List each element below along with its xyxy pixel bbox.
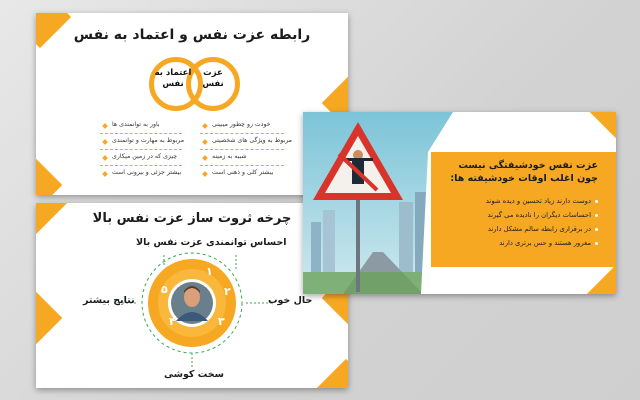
bullet-marker bbox=[102, 155, 108, 161]
wheel-number: ۲ bbox=[224, 285, 231, 298]
venn-label-right: عزت نفس bbox=[202, 68, 224, 89]
venn-label-left: اعتماد به نفس bbox=[154, 68, 192, 89]
cycle-label-bottom: سخت کوشی bbox=[164, 369, 224, 380]
cycle-label-right: حال خوب bbox=[268, 295, 313, 306]
bullet-marker bbox=[202, 139, 208, 145]
narcissist-trait: مغرور هستند و حس برتری دارند bbox=[499, 239, 591, 247]
divider bbox=[200, 133, 284, 134]
narcissist-trait: دوست دارند زیاد تحسین و دیده شوند bbox=[485, 197, 591, 205]
right-item: شبیه به زمینه bbox=[212, 153, 247, 160]
bullet-marker bbox=[102, 123, 108, 129]
divider bbox=[200, 165, 284, 166]
narcissist-trait: در برقراری رابطه سالم مشکل دارند bbox=[487, 225, 591, 233]
left-item: باور به توانمندی ها bbox=[112, 121, 160, 128]
divider bbox=[100, 149, 182, 150]
cycle-label-top-right: احساس توانمندی bbox=[206, 237, 287, 248]
divider bbox=[100, 133, 182, 134]
wheel-number: ۵ bbox=[161, 283, 168, 296]
banner-title-line2: چون اغلب اوقات خودشیفته ها: bbox=[450, 173, 598, 184]
slide-narcissism[interactable] bbox=[303, 112, 616, 294]
right-item: مربوط به ویژگی های شخصیتی bbox=[212, 137, 292, 144]
slide-title: چرخه ثروت ساز عزت نفس بالا bbox=[92, 211, 292, 226]
building bbox=[399, 202, 413, 272]
cycle-label-top-left: عزت نفس بالا bbox=[136, 237, 203, 248]
bullet-marker bbox=[595, 242, 598, 245]
building bbox=[323, 210, 335, 272]
wheel-number: ۴ bbox=[169, 315, 176, 328]
bullet-marker bbox=[102, 171, 108, 177]
bullet-marker bbox=[202, 155, 208, 161]
banner-title-line1: عزت نفس خودشیفتگی نیست bbox=[458, 160, 598, 171]
left-item: چیزی که در زمین میکاری bbox=[112, 153, 178, 160]
wheel-number: ۱ bbox=[206, 265, 213, 278]
right-item: بیشتر کلی و ذهنی است bbox=[212, 169, 274, 176]
sign-pole bbox=[356, 192, 360, 292]
narcissist-trait: احساسات دیگران را نادیده می گیرند bbox=[487, 211, 591, 219]
bullet-marker bbox=[595, 214, 598, 217]
bullet-marker bbox=[102, 139, 108, 145]
cycle-label-left: نتایج بیشتر bbox=[83, 295, 135, 306]
slide-esteem-confidence[interactable] bbox=[36, 13, 348, 195]
right-item: خودت رو چطور میبینی bbox=[212, 121, 271, 128]
building bbox=[311, 222, 321, 272]
bullet-marker bbox=[202, 171, 208, 177]
corner-decoration bbox=[36, 157, 62, 195]
wheel-number: ۳ bbox=[218, 315, 225, 328]
divider bbox=[100, 165, 182, 166]
slide-wealth-cycle[interactable] bbox=[36, 203, 348, 388]
bullet-marker bbox=[595, 228, 598, 231]
left-item: بیشتر جزئی و بیرونی است bbox=[112, 169, 182, 176]
slide-title: رابطه عزت نفس و اعتماد به نفس bbox=[73, 27, 311, 43]
bullet-marker bbox=[202, 123, 208, 129]
bullet-marker bbox=[595, 200, 598, 203]
divider bbox=[200, 149, 284, 150]
left-item: مربوط به مهارت و توانمندی bbox=[112, 137, 185, 144]
